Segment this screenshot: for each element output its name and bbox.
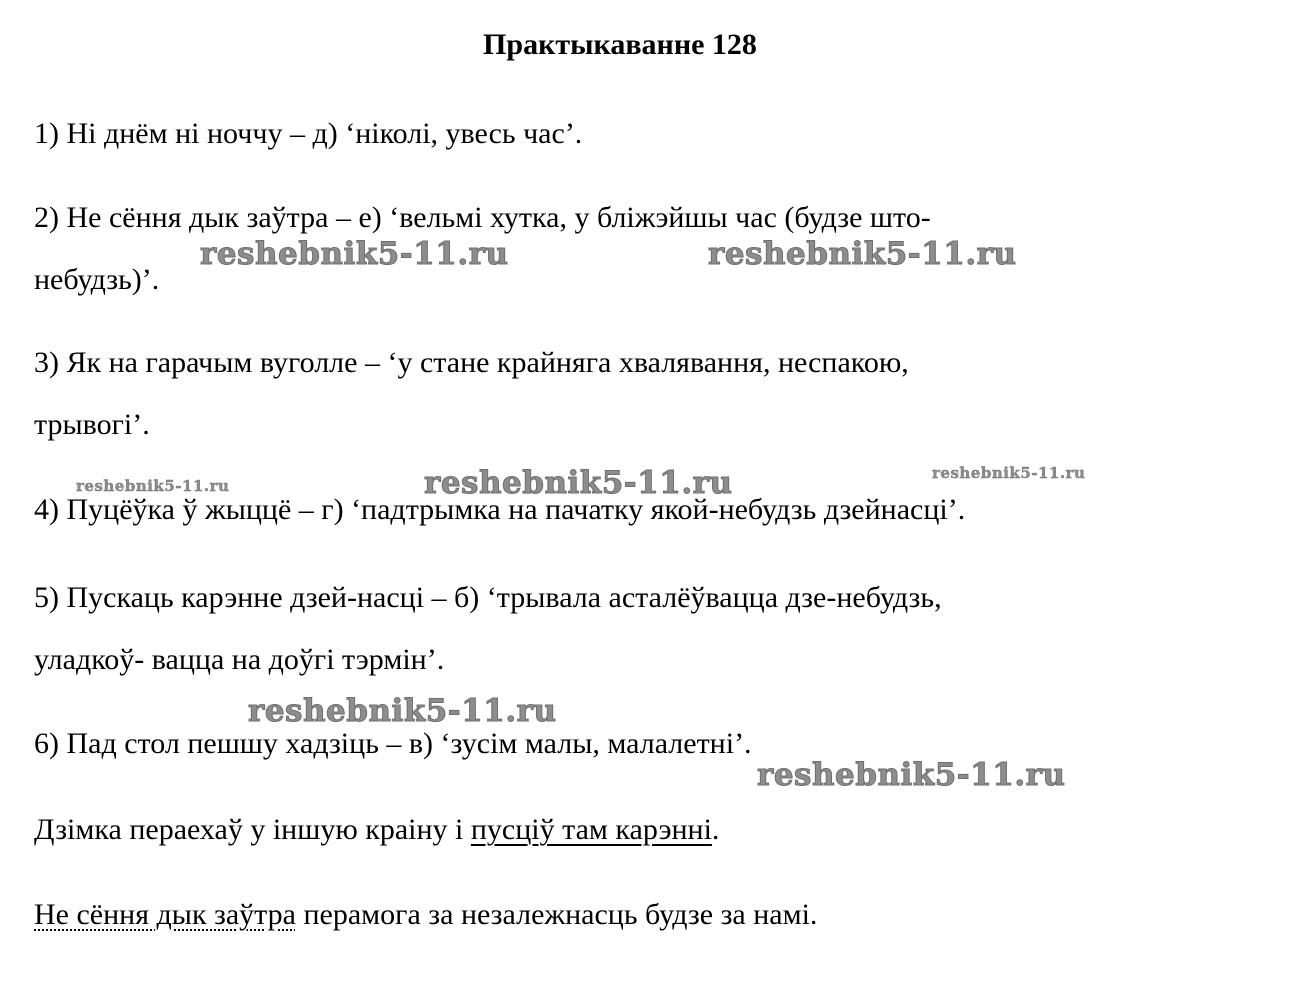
watermark: reshebnik5-11.ru: [200, 236, 509, 272]
answer-line-4: 4) Пуцёўка ў жыццё – г) ‘падтрымка на пачатку якой-небудзь дзейнасці’.: [34, 493, 966, 526]
answer-line-2: 2) Не сёння дык заўтра – е) ‘вельмі хутка, у бліжэйшы час (будзе што-: [34, 201, 931, 234]
answer-line-3-cont: трывогі’.: [34, 408, 150, 441]
example-sentence-2: [34, 897, 817, 933]
answer-line-2-cont: небудзь)’.: [34, 263, 160, 296]
watermark: reshebnik5-11.ru: [76, 477, 230, 495]
sentence-1-end: .: [711, 813, 720, 846]
answer-line-6: 6) Пад стол пешшу хадзіць – в) ‘зусім малы, малалетні’.: [34, 727, 752, 760]
example-sentence-1: [34, 812, 719, 848]
answer-line-3: 3) Як на гарачым вуголле – ‘у стане крайняга хвалявання, неспакою,: [34, 346, 909, 379]
answer-line-1: 1) Ні днём ні ноччу – д) ‘ніколі, увесь час’.: [34, 117, 583, 150]
sentence-1-underlined-phrase: пусціў там карэнні: [470, 813, 712, 846]
sentence-2-end: перамога за незалежнасць будзе за намі.: [295, 898, 818, 931]
watermark: reshebnik5-11.ru: [424, 465, 733, 501]
answer-line-5-cont: уладкоў- вацца на доўгі тэрмін’.: [34, 643, 445, 676]
watermark: reshebnik5-11.ru: [248, 693, 557, 729]
page-title: Практыкаванне 128: [483, 28, 757, 61]
answer-line-5: 5) Пускаць карэнне дзей-насці – б) ‘трывала асталёўвацца дзе-небудзь,: [34, 581, 942, 614]
sentence-1-start: Дзімка пераехаў у іншую краіну і: [34, 813, 471, 846]
sentence-2-underlined-phrase: Не сёння дык заўтра: [34, 898, 296, 931]
watermark: reshebnik5-11.ru: [708, 236, 1017, 272]
watermark: reshebnik5-11.ru: [757, 757, 1066, 793]
watermark: reshebnik5-11.ru: [932, 464, 1086, 482]
